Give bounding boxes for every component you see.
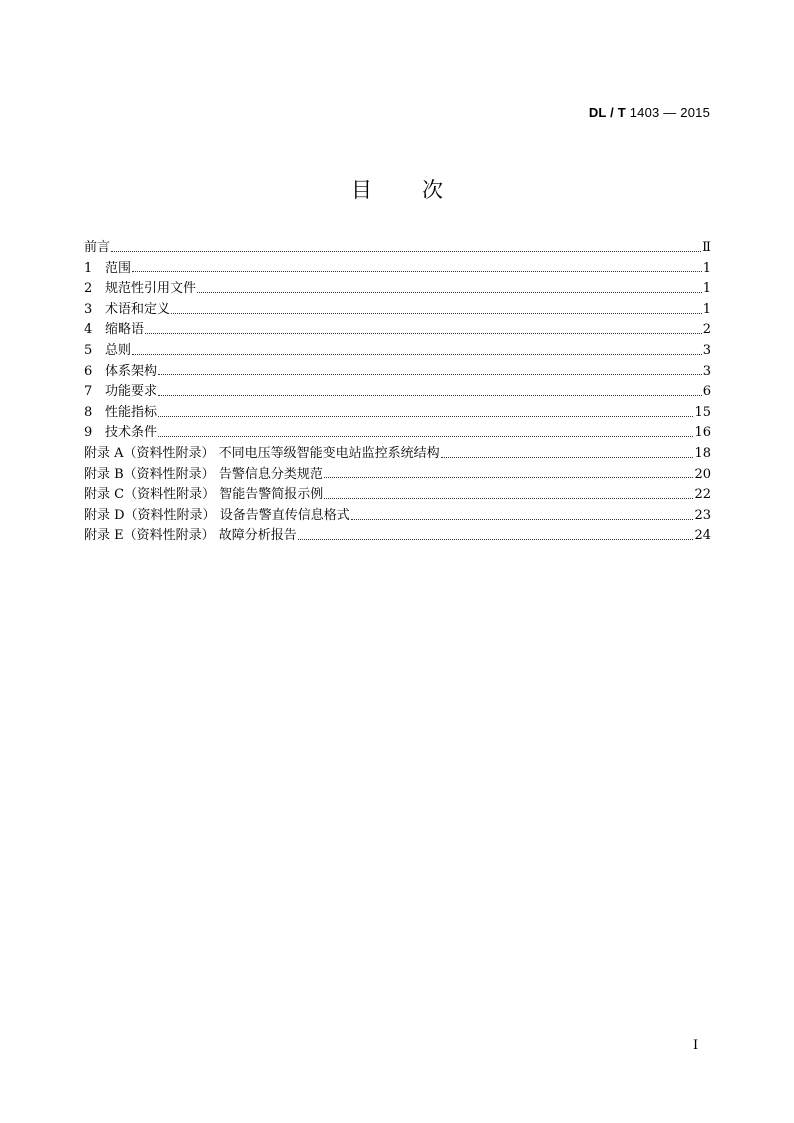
toc-leader-dots bbox=[197, 292, 702, 293]
toc-leader-dots bbox=[298, 539, 694, 540]
toc-entry[interactable] bbox=[84, 341, 711, 362]
toc-entry-title: 总则 bbox=[105, 342, 132, 358]
toc-entry-page: 24 bbox=[694, 528, 711, 544]
toc-entry[interactable] bbox=[84, 279, 711, 300]
toc-entry-title: 附录 C（资料性附录） 智能告警简报示例 bbox=[84, 487, 324, 503]
toc-leader-dots bbox=[158, 374, 702, 375]
toc-entry-number: 4 bbox=[84, 322, 93, 338]
toc-entry[interactable] bbox=[84, 465, 711, 486]
toc-leader-dots bbox=[145, 333, 702, 334]
toc-entry[interactable] bbox=[84, 485, 711, 506]
page-number: I bbox=[693, 1038, 699, 1053]
toc-entry-page: 16 bbox=[694, 425, 711, 441]
toc-leader-dots bbox=[132, 354, 702, 355]
toc-entry[interactable] bbox=[84, 238, 711, 259]
toc-entry-page: 15 bbox=[694, 404, 711, 420]
toc-leader-dots bbox=[158, 416, 693, 417]
toc-entry-title: 范围 bbox=[105, 260, 132, 276]
toc-entry[interactable] bbox=[84, 526, 711, 547]
toc-entry-page: 20 bbox=[694, 466, 711, 482]
standard-code bbox=[589, 105, 710, 120]
toc-entry[interactable] bbox=[84, 444, 711, 465]
standard-number: 1403 — 2015 bbox=[629, 105, 710, 120]
toc-entry-page: 3 bbox=[702, 363, 711, 379]
toc-entry-number: 2 bbox=[84, 281, 93, 297]
toc-entry-number: 9 bbox=[84, 425, 93, 441]
title-char-1: 目 bbox=[351, 178, 372, 202]
toc-entry-title: 缩略语 bbox=[105, 322, 145, 338]
toc-leader-dots bbox=[171, 313, 702, 314]
toc-entry-title: 术语和定义 bbox=[105, 301, 171, 317]
toc-leader-dots bbox=[351, 519, 694, 520]
toc-entry-title: 附录 A（资料性附录） 不同电压等级智能变电站监控系统结构 bbox=[84, 445, 440, 461]
toc-entry-title: 附录 E（资料性附录） 故障分析报告 bbox=[84, 528, 297, 544]
toc-entry[interactable] bbox=[84, 300, 711, 321]
toc-entry-page: 18 bbox=[694, 445, 711, 461]
toc-entry-page: 1 bbox=[702, 281, 711, 297]
table-of-contents bbox=[84, 238, 711, 547]
toc-entry[interactable] bbox=[84, 362, 711, 383]
toc-entry-title: 技术条件 bbox=[105, 425, 158, 441]
toc-entry-number: 6 bbox=[84, 363, 93, 379]
toc-leader-dots bbox=[324, 498, 693, 499]
toc-leader-dots bbox=[441, 457, 694, 458]
toc-entry-page: Ⅱ bbox=[702, 240, 711, 255]
toc-entry-title: 前言 bbox=[84, 240, 111, 255]
toc-entry-title: 体系架构 bbox=[105, 363, 158, 379]
toc-entry-page: 6 bbox=[702, 384, 711, 400]
toc-entry[interactable] bbox=[84, 320, 711, 341]
toc-entry-page: 22 bbox=[694, 487, 711, 503]
toc-entry-number: 3 bbox=[84, 301, 93, 317]
toc-entry-page: 1 bbox=[702, 301, 711, 317]
page-title bbox=[0, 174, 794, 204]
toc-entry-title: 附录 B（资料性附录） 告警信息分类规范 bbox=[84, 466, 323, 482]
toc-entry-title: 附录 D（资料性附录） 设备告警直传信息格式 bbox=[84, 507, 350, 523]
toc-entry[interactable] bbox=[84, 382, 711, 403]
toc-entry-title: 功能要求 bbox=[105, 384, 158, 400]
toc-entry-title: 性能指标 bbox=[105, 404, 158, 420]
toc-entry-title: 规范性引用文件 bbox=[105, 281, 197, 297]
toc-entry-page: 3 bbox=[702, 342, 711, 358]
toc-entry[interactable] bbox=[84, 423, 711, 444]
toc-entry-page: 1 bbox=[702, 260, 711, 276]
toc-entry-number: 1 bbox=[84, 260, 93, 276]
toc-leader-dots bbox=[158, 436, 693, 437]
toc-leader-dots bbox=[158, 395, 702, 396]
toc-entry[interactable] bbox=[84, 259, 711, 280]
toc-entry-page: 2 bbox=[702, 322, 711, 338]
toc-entry-page: 23 bbox=[694, 507, 711, 523]
toc-entry-number: 5 bbox=[84, 342, 93, 358]
toc-leader-dots bbox=[324, 477, 694, 478]
standard-prefix: DL / T bbox=[588, 105, 626, 120]
toc-entry[interactable] bbox=[84, 403, 711, 424]
title-char-2: 次 bbox=[422, 178, 443, 202]
toc-entry-number: 7 bbox=[84, 384, 93, 400]
toc-leader-dots bbox=[111, 251, 701, 252]
toc-entry[interactable] bbox=[84, 506, 711, 527]
toc-entry-number: 8 bbox=[84, 404, 93, 420]
toc-leader-dots bbox=[132, 271, 702, 272]
